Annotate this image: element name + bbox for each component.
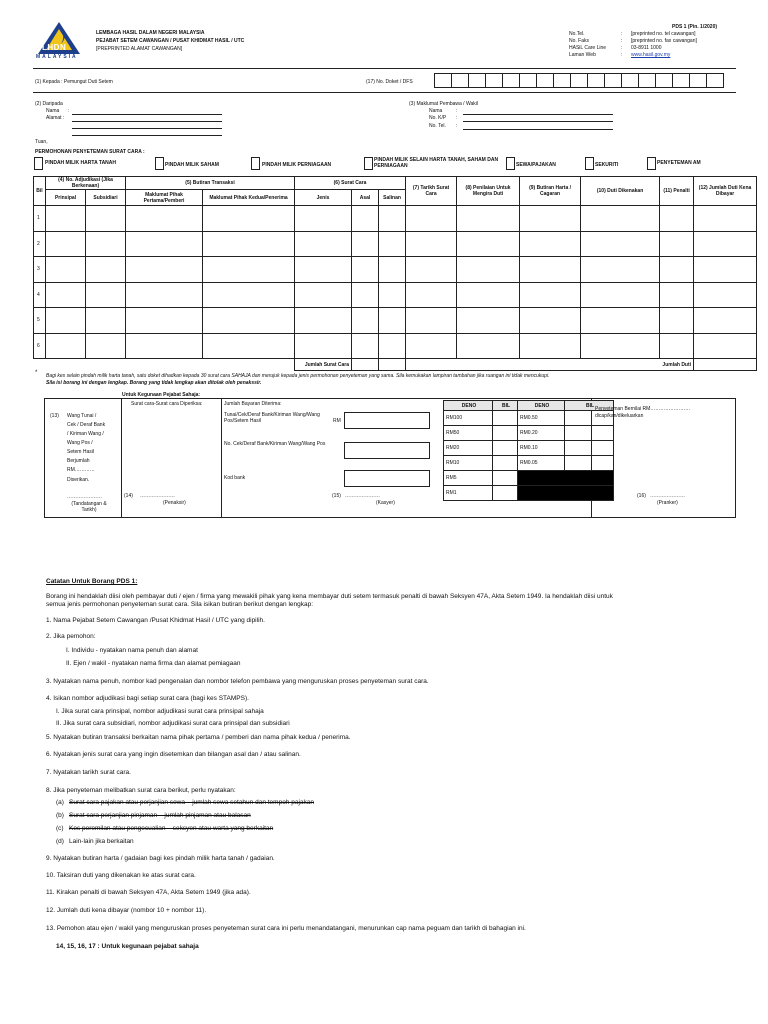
contact-label: Laman Web	[569, 52, 596, 58]
note-8a: Surat cara pajakan atau perjanjian sewa – jumlah sewa setahun dan tempoh pajakan	[69, 799, 314, 806]
th-asal: Asal	[352, 190, 379, 206]
note-13: 13. Pemohon atau ejen / wakil yang menguruskan proses penyeteman surat cara ini perlu menandatangani, menurunkan cap nama peguam dan tarikh di bahagian ini.	[46, 925, 526, 932]
jumlah-duti-label: Jumlah Duti	[406, 359, 694, 371]
deno-value: RM10	[444, 456, 493, 471]
note-8b: Surat cara perjanjian pinjaman – jumlah pinjaman atau balasan	[69, 812, 251, 819]
bil-cell[interactable]	[493, 411, 518, 426]
deno-header: DENO	[518, 401, 565, 411]
bil-cell[interactable]	[565, 456, 614, 471]
bil-cell[interactable]	[565, 441, 614, 456]
note-11: 11. Kirakan penalti di bawah Seksyen 47A, Akta Setem 1949 (jika ada).	[46, 889, 251, 896]
note-9: 9. Nyatakan butiran harta / gadaian bagi kes pindah milik harta tanah / gadaian.	[46, 855, 275, 862]
bil-cell[interactable]	[493, 426, 518, 441]
colon: :	[456, 108, 458, 114]
contact-sep: :	[621, 52, 623, 58]
note-8: 8. Jika penyeteman melibatkan surat cara berikut, perlu nyatakan:	[46, 787, 236, 794]
row-number: 4	[34, 282, 46, 308]
dicap-label: dicap/kan/dikeluarkan	[595, 413, 644, 419]
item-13-line: Setem Hasil	[67, 449, 94, 455]
item-13-line: Berjumlah	[67, 458, 90, 464]
amount-input[interactable]	[344, 412, 430, 429]
no-doket-label: (17) No. Doket / DFS	[366, 79, 413, 85]
jumlah-surat-cara-label: Jumlah Surat Cara	[295, 359, 352, 371]
deno-value: RM0.50	[518, 411, 565, 426]
th-bil: Bil	[34, 177, 46, 206]
nama-colon: :	[68, 108, 70, 114]
nocek-label: No. Cek/Deraf Bank/Kiriman Wang/Wang Pos	[224, 441, 326, 447]
option-label: SEKURITI	[595, 162, 619, 168]
diperiksa-label: Surat cara-Surat cara Diperiksa:	[131, 401, 203, 407]
bil-cell[interactable]	[493, 441, 518, 456]
item-13-line: Diserikan.	[67, 477, 90, 483]
jumlah-bayaran-label: Jumlah Bayaran Diterima:	[224, 401, 282, 407]
alamat-field-2[interactable]	[72, 128, 222, 129]
pembawa-kp-field[interactable]	[463, 121, 613, 122]
bil-cell[interactable]	[565, 426, 614, 441]
checkbox-penyeteman-am[interactable]	[647, 157, 656, 170]
th-penilaian: (8) Penilaian Untuk Mengira Duti	[457, 177, 520, 206]
note-3: 3. Nyatakan nama penuh, nombor kad pengenalan dan nombor telefon pembawa yang menguruskan proses penyeteman surat cara.	[46, 678, 429, 685]
blocked-cell	[518, 486, 614, 501]
row-number: 1	[34, 206, 46, 232]
kepada-label: (1) Kepada : Pemungut Duti Setem	[35, 79, 113, 85]
option-label: PINDAH MILIK PERNIAGAAN	[262, 162, 332, 168]
bil-cell[interactable]	[493, 471, 518, 486]
tandatangan-label: (Tandatangan & Tarikh)	[71, 501, 107, 513]
doket-box[interactable]	[468, 73, 486, 88]
note-2-ii: II. Ejen / wakil - nyatakan nama firma dan alamat pemiagaan	[66, 660, 241, 667]
option-label: PINDAH MILIK SAHAM	[165, 162, 219, 168]
checkbox-saham[interactable]	[155, 157, 164, 170]
contact-label: No. Faks	[569, 38, 590, 44]
note-4-i: I. Jika surat cara prinsipal, nombor adjudikasi surat cara prinsipal sahaja	[56, 708, 264, 715]
row-number: 6	[34, 333, 46, 359]
colon: :	[456, 123, 458, 129]
deno-value: RM100	[444, 411, 493, 426]
deno-value: RM50	[444, 426, 493, 441]
table-total-row	[34, 359, 757, 371]
doket-box[interactable]	[689, 73, 707, 88]
table-row[interactable]	[34, 333, 757, 359]
alamat-label: Alamat :	[46, 115, 65, 121]
doket-box[interactable]	[434, 73, 452, 88]
item-13-line: RM…………	[67, 467, 95, 473]
logo-text: LHDN	[42, 43, 67, 52]
doket-box[interactable]	[706, 73, 724, 88]
doket-box[interactable]	[638, 73, 656, 88]
cheque-number-input[interactable]	[344, 442, 430, 459]
website-link[interactable]: www.hasil.gov.my	[631, 52, 671, 58]
deno-value: RM0.10	[518, 441, 565, 456]
penyeteman-label: Penyeteman Bernilai RM……………………	[595, 406, 691, 412]
footnote-line-2: Sila isi borang ini dengan lengkap. Borang yang tidak lengkap akan ditolak oleh penakssir.	[46, 380, 262, 386]
daripada-label: (2) Daripada	[35, 101, 63, 107]
note-2-i: I. Individu - nyatakan nama penuh dan alamat	[66, 647, 198, 654]
org-name: LEMBAGA HASIL DALAM NEGERI MALAYSIA	[96, 30, 205, 36]
th-duti: (10) Duti Dikenakan	[581, 177, 660, 206]
surat-cara-table	[33, 176, 757, 371]
contact-sep: :	[621, 38, 623, 44]
jumlah-duti-cell[interactable]	[694, 359, 757, 371]
notes-title: Catatan Untuk Borang PDS 1:	[46, 578, 138, 585]
office-title: Untuk Kegunaan Pejabat Sahaja:	[122, 392, 201, 398]
note-5: 5. Nyatakan butiran transaksi berkaitan nama pihak pertama / pemberi dan nama pihak kedua / penerima.	[46, 734, 351, 741]
jumlah-salinan-cell[interactable]	[379, 359, 406, 371]
doket-box[interactable]	[672, 73, 690, 88]
doket-box[interactable]	[655, 73, 673, 88]
doket-box[interactable]	[502, 73, 520, 88]
pembawa-label: (3) Maklumat Pembawa / Wakil	[409, 101, 478, 107]
nama-label: Nama	[46, 108, 60, 114]
note-4: 4. Isikan nombor adjudikasi bagi setiap surat cara (bagi kes STAMPS).	[46, 695, 249, 702]
deno-value: RM5	[444, 471, 493, 486]
section-divider	[33, 92, 736, 93]
permohonan-title: PERMOHONAN PENYETEMAN SURAT CARA :	[35, 149, 145, 155]
checkbox-sewa-pajakan[interactable]	[506, 157, 515, 170]
th-surat-cara: (6) Surat Cara	[295, 177, 406, 190]
item-16-number: (16)	[637, 493, 646, 499]
deno-header: DENO	[444, 401, 493, 411]
contact-label: HASiL Care Line	[569, 45, 607, 51]
pranker-label: (Pranker)	[657, 500, 678, 506]
bil-cell[interactable]	[493, 486, 518, 501]
checkbox-selain[interactable]	[364, 157, 373, 170]
note-4-ii: II. Jika surat cara subsidiari, nombor adjudikasi surat cara prinsipal dan subsidiari	[56, 720, 290, 727]
checkbox-sekuriti[interactable]	[585, 157, 594, 170]
th-jenis: Jenis	[295, 190, 352, 206]
contact-value: 03-8911 1000	[631, 45, 662, 51]
item-13-line: Wang Tunai /	[67, 413, 97, 419]
doket-box[interactable]	[519, 73, 537, 88]
alamat-field-1[interactable]	[72, 121, 222, 122]
deno-value: RM1	[444, 486, 493, 501]
footnote-star: *	[35, 370, 38, 376]
note-8d: Lain-lain jika berkaitan	[69, 838, 134, 845]
note-10: 10. Taksiran duti yang dikenakan ke atas surat cara.	[46, 872, 196, 879]
item-15-number: (15)	[332, 493, 341, 499]
note-7: 7. Nyatakan tarikh surat cara.	[46, 769, 131, 776]
note-12: 12. Jumlah duti kena dibayar (nombor 10 + nombor 11).	[46, 907, 207, 914]
th-penalti: (11) Penalti	[660, 177, 694, 206]
footnote-line-1: Bagi kes selain pindah milik harta tanah, satu doket dihadkan kepada 30 surat cara SAHAJA dan merujuk kepada jenis permohonan penyeteman yang sama. Sila kemukakan lampiran tambahan jika ruangan ini tidak mencukupi.	[46, 373, 550, 379]
th-pihak-pertama: Maklumat Pihak Pertama/Pemberi	[126, 190, 203, 206]
checkbox-harta-tanah[interactable]	[34, 157, 43, 170]
blocked-cell	[518, 471, 614, 486]
notes-intro-2: semua jenis permohonan penyeteman surat cara. Sila isikan butiran berikut dengan lengkap:	[46, 601, 314, 608]
table-row[interactable]	[34, 282, 757, 308]
doket-box[interactable]	[570, 73, 588, 88]
rm-label: RM	[333, 418, 341, 424]
colon: :	[456, 115, 458, 121]
note-2: 2. Jika pemohon:	[46, 633, 96, 640]
pranker-dots: …………………	[650, 493, 685, 499]
office-divider	[121, 398, 122, 518]
pembawa-tel-label: No. Tel.	[429, 123, 446, 129]
note-8a-tag: (a)	[56, 799, 64, 806]
th-butiran-harta: (9) Butiran Harta / Cagaran	[520, 177, 581, 206]
table-row[interactable]	[34, 257, 757, 283]
kasyer-label: (Kasyer)	[376, 500, 395, 506]
contact-sep: :	[621, 45, 623, 51]
note-8c-tag: (c)	[56, 825, 64, 832]
table-row[interactable]	[34, 231, 757, 257]
contact-value: [preprinted no. tel cawangan]	[631, 31, 696, 37]
office-divider	[221, 398, 222, 518]
note-8d-tag: (d)	[56, 838, 64, 845]
note-8b-tag: (b)	[56, 812, 64, 819]
lhdn-logo	[34, 20, 84, 62]
doket-box[interactable]	[621, 73, 639, 88]
kod-bank-label: Kod bank	[224, 475, 246, 481]
bil-header: BIL	[565, 401, 614, 411]
logo-subtext: MALAYSIA	[36, 54, 78, 60]
bank-code-input[interactable]	[344, 470, 430, 487]
org-branch: PEJABAT SETEM CAWANGAN / PUSAT KHIDMAT HASIL / UTC	[96, 38, 245, 44]
penaksir-label: (Penaksir)	[163, 500, 186, 506]
checkbox-perniagaan[interactable]	[251, 157, 260, 170]
doket-box[interactable]	[536, 73, 554, 88]
deno-value: RM20	[444, 441, 493, 456]
contact-sep: :	[621, 31, 623, 37]
form-code: PDS 1 (Pin. 1/2020)	[672, 24, 718, 30]
notes-intro-1: Borang ini hendaklah diisi oleh pembayar duti / ejen / firma yang mewakili pihak yang kena membayar duti setem termasuk penalti di bawah Seksyen 47A, Akta Setem 1949. Ia hendaklah diisi untuk	[46, 593, 613, 600]
header-divider	[33, 68, 736, 69]
kasyer-dots: …………………	[345, 493, 380, 499]
th-no-adjudikasi: (4) No. Adjudikasi (Jika Berkenaan)	[46, 177, 126, 190]
alamat-field-3[interactable]	[72, 135, 222, 136]
doket-box[interactable]	[451, 73, 469, 88]
note-6: 6. Nyatakan jenis surat cara yang ingin disetemkan dan bilangan asal dan / atau salinan.	[46, 751, 301, 758]
doket-box[interactable]	[485, 73, 503, 88]
org-address: [PREPRINTED ALAMAT CAWANGAN]	[96, 46, 183, 52]
deno-value: RM0.05	[518, 456, 565, 471]
contact-label: No.Tel.	[569, 31, 585, 37]
th-subsidiari: Subsidiari	[86, 190, 126, 206]
note-8c: Kes peremilan atau pengecualian – seksyen atau warta yang berkaitan	[69, 825, 274, 832]
th-jumlah-duti: (12) Jumlah Duti Kena Dibayar	[694, 177, 757, 206]
option-label: PINDAH MILIK HARTA TANAH	[45, 160, 117, 166]
tuan-label: Tuan,	[35, 139, 48, 145]
jumlah-asal-cell[interactable]	[352, 359, 379, 371]
th-salinan: Salinan	[379, 190, 406, 206]
table-row[interactable]	[34, 206, 757, 232]
item-13-line: Wang Pos /	[67, 440, 93, 446]
option-label: PINDAH MILIK SELAIN HARTA TANAH, SAHAM DAN PERNIAGAAN	[374, 157, 499, 169]
option-label: SEWA/PAJAKAN	[516, 162, 556, 168]
option-label: PENYETEMAN AM	[657, 160, 701, 166]
note-14-17: 14, 15, 16, 17 : Untuk kegunaan pejabat sahaja	[56, 943, 199, 950]
item-14-number: (14)	[124, 493, 133, 499]
tunai-label: Tunai/Cek/Deraf Bank/Kiriman Wang/Wang Pos/Setem Hasil	[224, 412, 320, 424]
item-13-number: (13)	[50, 413, 59, 419]
contact-value: [preprinted no. fax cawangan]	[631, 38, 697, 44]
doket-box[interactable]	[553, 73, 571, 88]
penaksir-dots: …………………	[140, 493, 175, 499]
pembawa-kp-label: No. K/P	[429, 115, 447, 121]
doket-box[interactable]	[604, 73, 622, 88]
table-row[interactable]	[34, 308, 757, 334]
denomination-table	[443, 400, 614, 501]
th-prinsipal: Prinsipal	[46, 190, 86, 206]
signature-dots: …………………	[67, 494, 102, 500]
th-pihak-kedua: Maklumat Pihak Kedua/Penerima	[203, 190, 295, 206]
row-number: 5	[34, 308, 46, 334]
bil-header: BIL	[493, 401, 518, 411]
pembawa-tel-field[interactable]	[463, 129, 613, 130]
item-13-line: / Kiriman Wang /	[67, 431, 104, 437]
deno-value: RM0.20	[518, 426, 565, 441]
th-tarikh: (7) Tarikh Surat Cara	[406, 177, 457, 206]
pembawa-nama-field[interactable]	[463, 114, 613, 115]
pembawa-nama-label: Nama	[429, 108, 443, 114]
doket-box[interactable]	[587, 73, 605, 88]
row-number: 2	[34, 231, 46, 257]
note-1: 1. Nama Pejabat Setem Cawangan /Pusat Khidmat Hasil / UTC yang dipilih.	[46, 617, 265, 624]
nama-field[interactable]	[72, 114, 222, 115]
row-number: 3	[34, 257, 46, 283]
bil-cell[interactable]	[493, 456, 518, 471]
th-butiran-transaksi: (5) Butiran Transaksi	[126, 177, 295, 190]
item-13-line: Cek / Deraf Bank	[67, 422, 106, 428]
